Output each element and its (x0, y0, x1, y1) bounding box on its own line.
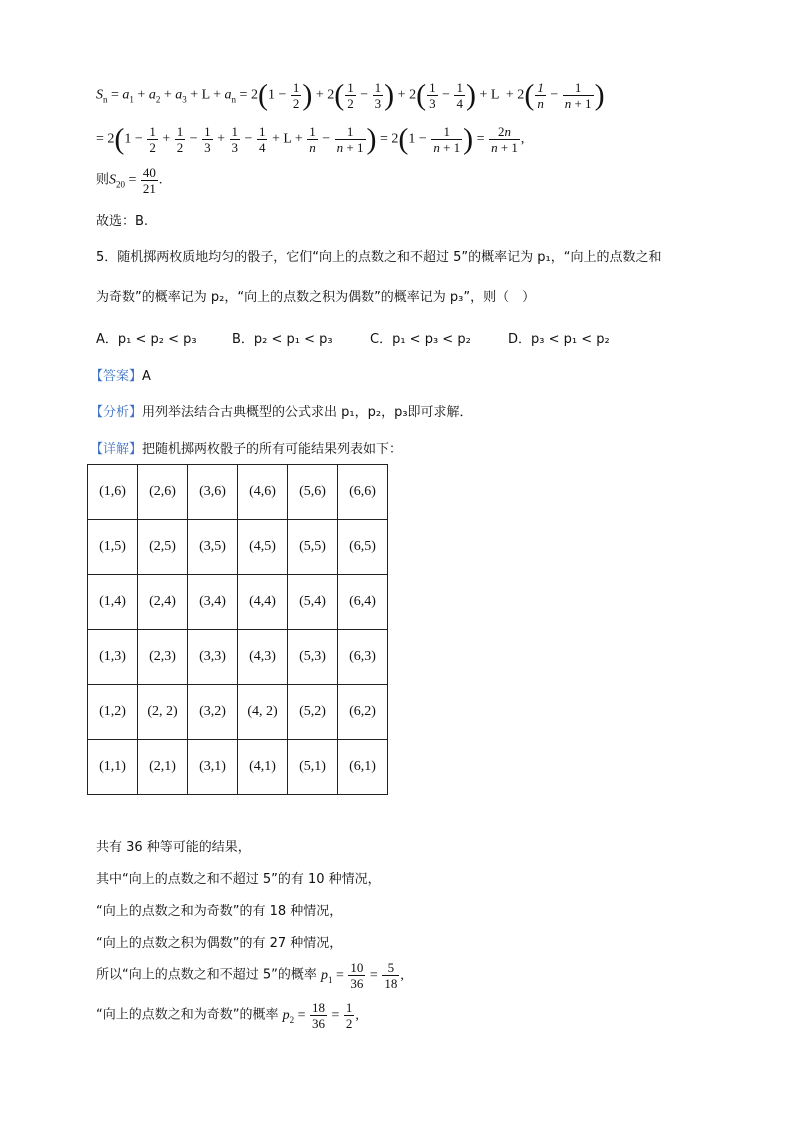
sum-formula-line-2: = 2(1 − $\frac{1}{2}$ + $\frac{1}{2}$ − $\frac{1}{3}$ + $\frac{1}{3}$ − $\frac{1}{4}$ + L + $\frac{1}{n}$ − $\frac{1}{n + 1}$ ) = 2(1 − $\frac{1}{n + 1}$ ) = $\frac{2n}{n + 1}$ , (96, 122, 525, 156)
option-c: C．p₁ < p₃ < p₂ (370, 332, 471, 347)
table-row (88, 575, 388, 630)
table-cell: (2,4) (138, 575, 188, 630)
table-cell: (6,3) (338, 630, 388, 685)
table-cell: (3,1) (188, 740, 238, 795)
table-cell: (1,6) (88, 465, 138, 520)
table-cell: (3,3) (188, 630, 238, 685)
p2-prefix: “向上的点数之和为奇数”的概率 (96, 1007, 283, 1023)
table-cell: (4,5) (238, 520, 288, 575)
detail-tag: 【详解】 (90, 442, 143, 457)
s20-result: 则$S_{20}$ = $\frac{40}{21}$ . (96, 165, 163, 196)
answer-tag: 【答案】 (90, 369, 143, 384)
case-sum-odd-line: “向上的点数之和为奇数”的有 18 种情况， (96, 904, 343, 919)
table-row (88, 685, 388, 740)
total-outcomes-line: 共有 36 种等可能的结果， (96, 840, 251, 855)
table-cell: (1,1) (88, 740, 138, 795)
table-cell: (4,4) (238, 575, 288, 630)
table-cell: (5,3) (288, 630, 338, 685)
analysis-text: 用列举法结合古典概型的公式求出 p₁，p₂，p₃即可求解． (142, 405, 473, 420)
table-cell: (4, 2) (238, 685, 288, 740)
p1-prefix: 所以“向上的点数之和不超过 5”的概率 (96, 967, 322, 983)
case-sum-le-5-line: 其中“向上的点数之和不超过 5”的有 10 种情况， (96, 872, 381, 887)
table-cell: (1,4) (88, 575, 138, 630)
case-product-even-line: “向上的点数之积为偶数”的有 27 种情况， (96, 936, 343, 951)
table-row (88, 740, 388, 795)
table-cell: (3,6) (188, 465, 238, 520)
then-label: 则 (96, 172, 110, 188)
table-cell: (4,6) (238, 465, 288, 520)
option-d: D．p₃ < p₁ < p₂ (508, 332, 610, 347)
question-5-line-1: 5．随机掷两枚质地均匀的骰子，它们“向上的点数之和不超过 5”的概率记为 p₁，“向上的点数之和 (96, 250, 662, 265)
table-cell: (3,4) (188, 575, 238, 630)
p1-line: 所以“向上的点数之和不超过 5”的概率 $p_1$ = $\frac{10}{36}$ = $\frac{5}{18}$ , (96, 960, 404, 991)
analysis-line (90, 401, 473, 420)
table-cell: (1,5) (88, 520, 138, 575)
table-cell: (2,6) (138, 465, 188, 520)
table-cell: (5,1) (288, 740, 338, 795)
analysis-tag: 【分析】 (90, 405, 143, 420)
dice-outcomes-table (87, 464, 388, 795)
table-row (88, 465, 388, 520)
option-a: A．p₁ < p₂ < p₃ (96, 332, 197, 347)
table-cell: (2,3) (138, 630, 188, 685)
table-cell: (4,3) (238, 630, 288, 685)
table-cell: (5,6) (288, 465, 338, 520)
table-cell: (3,2) (188, 685, 238, 740)
table-cell: (5,5) (288, 520, 338, 575)
table-cell: (5,2) (288, 685, 338, 740)
table-cell: (5,4) (288, 575, 338, 630)
table-cell: (6,5) (338, 520, 388, 575)
detail-line (90, 438, 402, 457)
table-cell: (2,5) (138, 520, 188, 575)
table-row (88, 630, 388, 685)
table-cell: (4,1) (238, 740, 288, 795)
table-cell: (2, 2) (138, 685, 188, 740)
table-cell: (1,2) (88, 685, 138, 740)
table-cell: (3,5) (188, 520, 238, 575)
answer-value: A (142, 369, 151, 384)
table-cell: (6,6) (338, 465, 388, 520)
detail-text: 把随机掷两枚骰子的所有可能结果列表如下： (142, 442, 403, 457)
answer-choice-line: 故选：B. (96, 214, 149, 229)
table-cell: (6,4) (338, 575, 388, 630)
p2-line: “向上的点数之和为奇数”的概率 $p_2$ = $\frac{18}{36}$ = $\frac{1}{2}$ , (96, 1000, 359, 1031)
question-5-line-2: 为奇数”的概率记为 p₂，“向上的点数之积为偶数”的概率记为 p₃”，则（ ） (96, 290, 536, 305)
answer-line (90, 365, 151, 384)
sum-formula-line-1: $S_n = a_1 + a_2 + a_3 + L + a_n = 2(1$ − $\frac{1}{2}$ ) + 2( $\frac{1}{2}$ − $\frac{1}{3}$ ) + 2( $\frac{1}{3}$ − $\frac{1}{4}$ ) + L + 2( $\frac{1}{n}$ − $\frac{1}{n + 1}$ ) (96, 78, 605, 112)
option-b: B．p₂ < p₁ < p₃ (232, 332, 333, 347)
table-cell: (6,1) (338, 740, 388, 795)
table-cell: (1,3) (88, 630, 138, 685)
table-cell: (6,2) (338, 685, 388, 740)
table-cell: (2,1) (138, 740, 188, 795)
table-row (88, 520, 388, 575)
